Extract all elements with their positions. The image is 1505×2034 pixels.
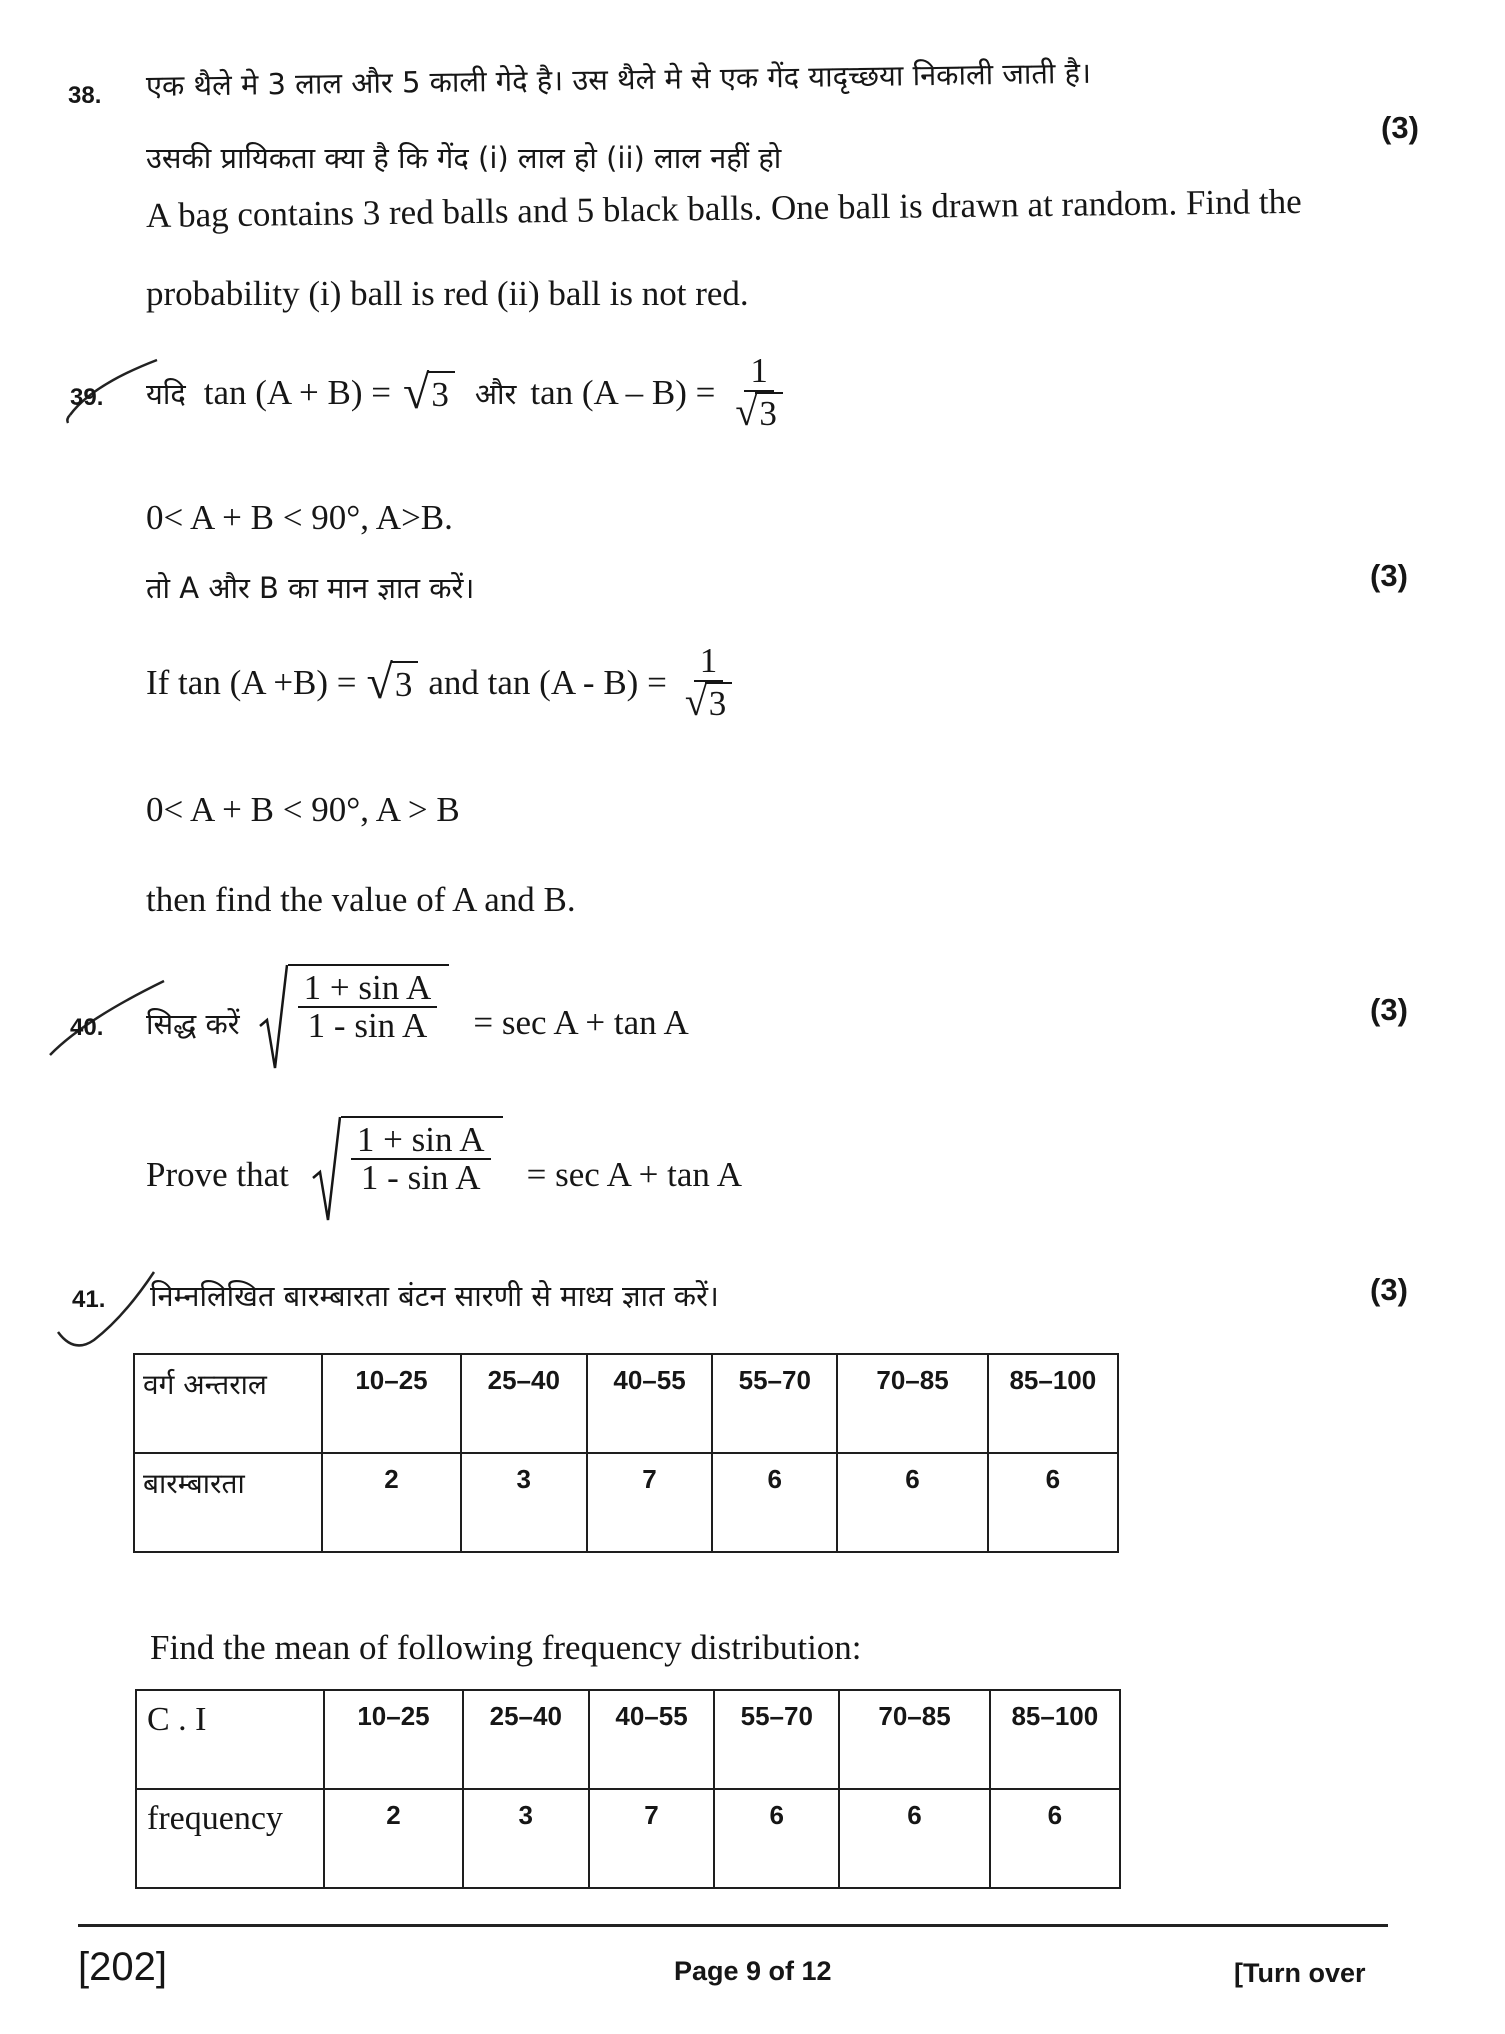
table-cell: 6	[837, 1453, 987, 1552]
table-cell: 40–55	[589, 1690, 714, 1789]
turn-over-label: [Turn over	[1234, 1958, 1366, 1988]
hindi-frequency-table	[133, 1353, 1119, 1553]
table-cell: 85–100	[990, 1690, 1120, 1789]
q40-hindi-equation	[146, 968, 689, 1078]
q40-rhs: = sec A + tan A	[526, 1155, 743, 1194]
table-cell: 40–55	[587, 1354, 712, 1453]
q39-number: 39.	[70, 384, 104, 411]
q38-hindi-line1: एक थैले मे 3 लाल और 5 काली गेदे है। उस थैले मे से एक गेंद यादृच्छया निकाली जाती है।	[145, 55, 1092, 103]
q39-en-if: If tan (A +B) =	[146, 663, 357, 702]
row-label: बारम्बारता	[134, 1453, 322, 1552]
sqrt-radicand: 3	[755, 392, 783, 433]
table-cell: 2	[322, 1453, 460, 1552]
table-cell: 6	[990, 1789, 1120, 1888]
fraction-one-over-root3-a	[731, 353, 786, 433]
q39-tan-sum: tan (A + B) =	[203, 373, 391, 412]
tick-mark-41	[54, 1262, 164, 1367]
q39-en-then: then find the value of A and B.	[146, 880, 576, 919]
fraction-one-over-root3-b	[681, 643, 736, 723]
q39-condition-2: 0< A + B < 90°, A > B	[146, 790, 460, 829]
q38-hindi-line2: उसकी प्रायिकता क्या है कि गेंद (i) लाल हो (ii) लाल नहीं हो	[146, 141, 782, 175]
sqrt-3-b	[366, 656, 419, 709]
table-cell: 7	[587, 1453, 712, 1552]
table-row	[134, 1354, 1118, 1453]
footer-divider	[78, 1924, 1388, 1927]
fraction-numerator: 1 + sin A	[298, 970, 438, 1009]
fraction-denominator: 1 - sin A	[307, 1006, 428, 1046]
square-root-fraction-a	[258, 964, 450, 1083]
q39-hindi-prefix: यदि	[146, 376, 186, 411]
table-cell: 7	[589, 1789, 714, 1888]
table-cell: 85–100	[988, 1354, 1118, 1453]
table-cell: 10–25	[324, 1690, 462, 1789]
table-cell: 55–70	[712, 1354, 837, 1453]
radical-sign	[258, 964, 288, 1083]
table-cell: 70–85	[839, 1690, 989, 1789]
q39-condition-1: 0< A + B < 90°, A>B.	[146, 498, 453, 537]
fraction-numerator: 1 + sin A	[351, 1122, 491, 1161]
table-cell: 25–40	[463, 1690, 589, 1789]
square-root-fraction-b	[311, 1116, 503, 1235]
radical-sign: √	[402, 366, 430, 419]
sqrt-radicand: 3	[705, 682, 733, 723]
table-cell: 70–85	[837, 1354, 987, 1453]
table-cell: 6	[839, 1789, 989, 1888]
q38-english-line1: A bag contains 3 red balls and 5 black balls. One ball is drawn at random. Find the	[145, 181, 1302, 235]
table-row	[136, 1789, 1120, 1888]
q39-hindi-and: और	[474, 376, 517, 411]
table-cell: 25–40	[461, 1354, 587, 1453]
radical-sign: √	[366, 656, 393, 709]
q40-number: 40.	[70, 1014, 104, 1041]
sqrt-radicand: 3	[391, 661, 419, 705]
q40-marks: (3)	[1370, 992, 1408, 1027]
table-cell: 3	[461, 1453, 587, 1552]
radical-sign: √	[684, 679, 707, 725]
table-cell: 6	[712, 1453, 837, 1552]
q38-english-line2: probability (i) ball is red (ii) ball is not red.	[146, 274, 749, 313]
fraction-denominator	[681, 679, 736, 725]
radicand	[341, 1116, 503, 1235]
fraction-denominator: 1 - sin A	[360, 1158, 481, 1198]
q41-english-question: Find the mean of following frequency distribution:	[150, 1628, 862, 1667]
q40-rhs: = sec A + tan A	[473, 1003, 689, 1042]
q41-hindi-question: निम्नलिखित बारम्बारता बंटन सारणी से माध्य ज्ञात करें।	[150, 1279, 719, 1313]
table-cell: 10–25	[322, 1354, 460, 1453]
q38-marks: (3)	[1381, 110, 1419, 145]
q41-marks: (3)	[1370, 1272, 1408, 1307]
table-cell: 6	[714, 1789, 839, 1888]
radicand	[288, 964, 450, 1083]
q38-number: 38.	[68, 82, 102, 109]
q39-tan-diff: tan (A – B) =	[530, 373, 716, 412]
q40-hindi-prove: सिद्ध करें	[146, 1006, 240, 1041]
page-number: Page 9 of 12	[674, 1956, 832, 1986]
row-label: C . I	[136, 1690, 324, 1789]
row-label: frequency	[136, 1789, 324, 1888]
table-cell: 55–70	[714, 1690, 839, 1789]
english-frequency-table	[135, 1689, 1121, 1889]
q39-en-and: and tan (A - B) =	[428, 663, 667, 702]
table-row	[134, 1453, 1118, 1552]
radical-sign: √	[735, 389, 758, 435]
fraction-numerator: 1	[744, 353, 774, 392]
sin-fraction	[298, 967, 438, 1046]
table-cell: 3	[463, 1789, 589, 1888]
row-label: वर्ग अन्तराल	[134, 1354, 322, 1453]
radical-sign	[311, 1116, 341, 1235]
q39-english-equation	[146, 638, 740, 728]
table-cell: 2	[324, 1789, 462, 1888]
q40-en-prove: Prove that	[146, 1155, 289, 1194]
table-cell: 6	[988, 1453, 1118, 1552]
q39-hindi-equation	[146, 348, 791, 438]
q41-number: 41.	[72, 1286, 106, 1313]
sqrt-3-a	[402, 366, 455, 419]
paper-code: [202]	[78, 1945, 167, 1989]
fraction-numerator: 1	[694, 643, 724, 682]
table-row	[136, 1690, 1120, 1789]
sqrt-radicand: 3	[427, 371, 455, 415]
q40-english-equation	[146, 1120, 742, 1230]
q39-marks: (3)	[1370, 558, 1408, 593]
sin-fraction	[351, 1119, 491, 1198]
q39-hindi-then: तो A और B का मान ज्ञात करें।	[146, 571, 475, 605]
fraction-denominator	[731, 389, 786, 435]
